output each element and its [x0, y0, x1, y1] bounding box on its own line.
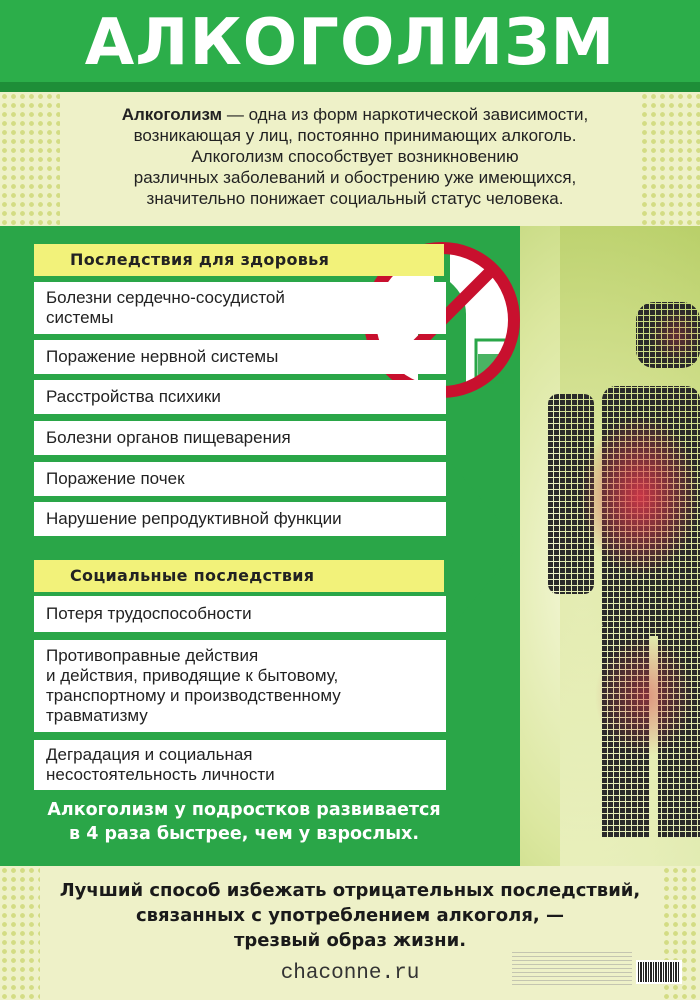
intro-line-2: возникающая у лиц, постоянно принимающих алкоголь. — [133, 126, 577, 145]
list-item-line: Противоправные действия — [46, 646, 259, 665]
intro-line-5: значительно понижает социальный статус человека. — [146, 189, 564, 208]
list-item-line: Потеря трудоспособности — [46, 604, 252, 623]
conclusion-line-3: трезвый образ жизни. — [233, 930, 467, 951]
list-item — [34, 380, 446, 414]
header-banner — [0, 0, 700, 92]
arrow-shape — [440, 450, 520, 640]
intro-line-1: — одна из форм наркотической зависимости, — [222, 105, 589, 124]
teen-note-line-1: Алкоголизм у подростков развивается — [47, 800, 441, 820]
intro-term: Алкоголизм — [121, 105, 223, 124]
conclusion-line-1: Лучший способ избежать отрицательных последствий, — [59, 880, 641, 901]
list-item-line: и действия, приводящие к бытовому, — [46, 666, 339, 685]
health-heading: Последствия для здоровья — [34, 244, 444, 276]
list-item-line: Болезни сердечно-сосудистой — [46, 288, 285, 307]
list-item-line: травматизму — [46, 706, 148, 725]
list-item-line: Деградация и социальная — [46, 745, 253, 764]
barcode-icon — [636, 960, 682, 984]
social-heading: Социальные последствия — [34, 560, 444, 592]
teen-note-line-2: в 4 раза быстрее, чем у взрослых. — [69, 824, 419, 844]
list-item — [34, 340, 446, 374]
list-item-line: системы — [46, 308, 114, 327]
list-item — [34, 282, 446, 334]
dot-texture-bottom-left — [0, 866, 40, 1000]
list-item — [34, 502, 446, 536]
list-item-line: Поражение почек — [46, 469, 185, 488]
watermark: chaconne.ru — [280, 962, 420, 985]
list-item — [34, 596, 446, 632]
list-item-line: транспортному и производственному — [46, 686, 341, 705]
intro-paragraph — [60, 104, 650, 209]
imprint-fine-print — [512, 952, 632, 986]
intro-line-3: Алкоголизм способствует возникновению — [191, 147, 519, 166]
list-item-line: Болезни органов пищеварения — [46, 428, 291, 447]
list-item-line: Расстройства психики — [46, 387, 221, 406]
list-item-line: Нарушение репродуктивной функции — [46, 509, 342, 528]
teen-note — [34, 798, 454, 846]
list-item — [34, 740, 446, 790]
list-item-line: Поражение нервной системы — [46, 347, 279, 366]
list-item — [34, 640, 446, 732]
list-item — [34, 421, 446, 455]
page-title: АЛКОГОЛИЗМ — [84, 6, 616, 80]
dot-texture-left — [0, 92, 60, 226]
conclusion-line-2: связанных с употреблением алкоголя, — — [136, 905, 564, 926]
list-item-line: несостоятельность личности — [46, 765, 275, 784]
list-item — [34, 462, 446, 496]
conclusion — [40, 878, 660, 953]
header-stripe — [0, 82, 700, 92]
intro-line-4: различных заболеваний и обострению уже имеющихся, — [133, 168, 577, 187]
